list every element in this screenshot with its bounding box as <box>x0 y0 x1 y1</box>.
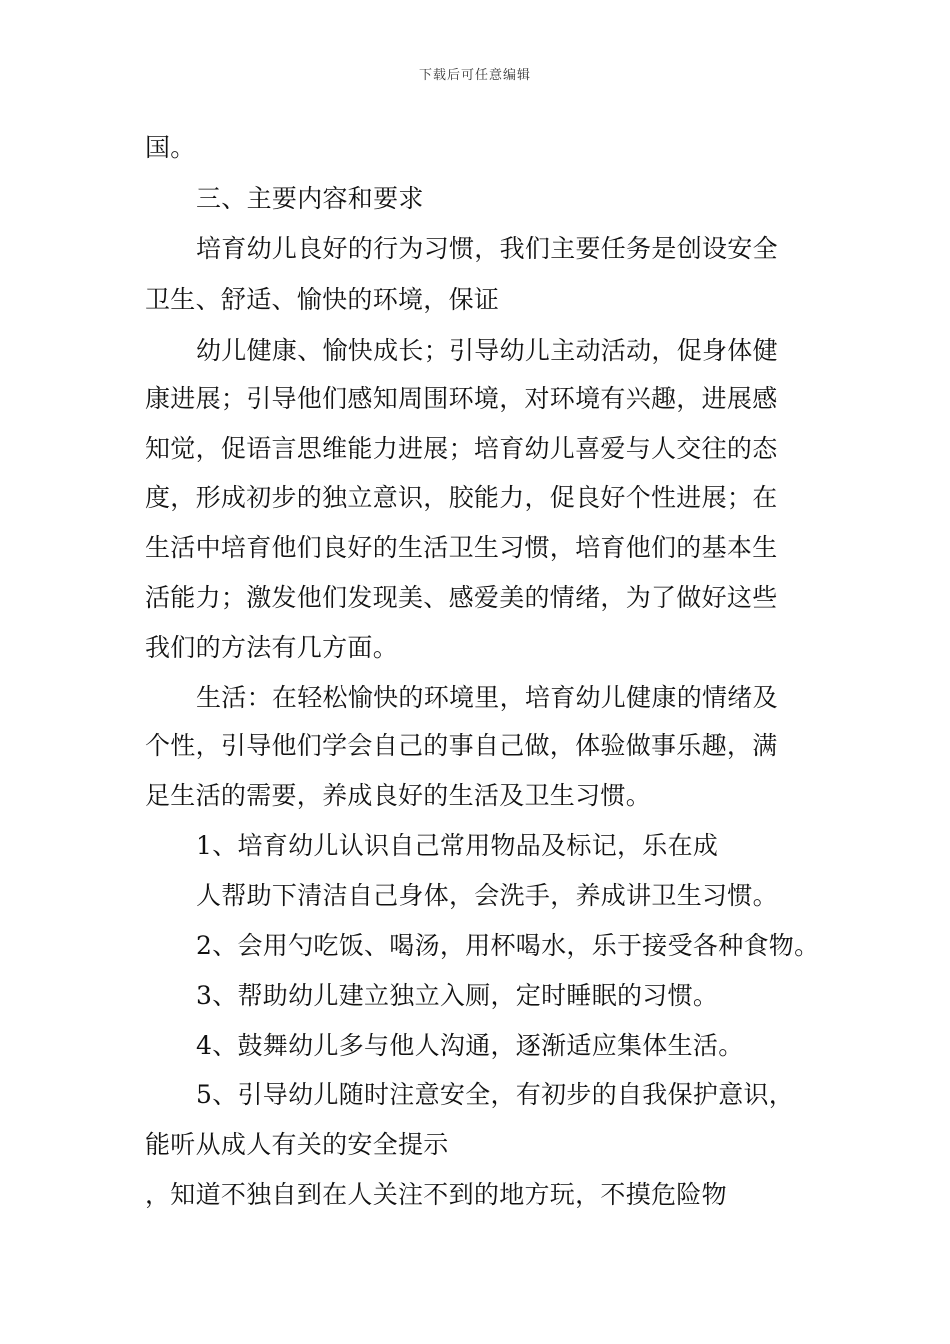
paragraph-line: 培育幼儿良好的行为习惯，我们主要任务是创设安全 <box>196 234 778 263</box>
paragraph-line: ，知道不独自到在人关注不到的地方玩，不摸危险物 <box>145 1180 727 1209</box>
paragraph-line: 人帮助下清洁自己身体，会洗手，养成讲卫生习惯。 <box>196 881 778 910</box>
paragraph-line: 知觉，促语言思维能力进展；培育幼儿喜爱与人交往的态 <box>145 434 778 463</box>
paragraph-line: 卫生、舒适、愉快的环境，保证 <box>145 285 500 314</box>
list-item: 5、引导幼儿随时注意安全，有初步的自我保护意识， <box>196 1080 795 1109</box>
paragraph-line: 幼儿健康、愉快成长；引导幼儿主动活动，促身体健 <box>196 336 778 365</box>
section-heading: 三、主要内容和要求 <box>196 184 424 213</box>
paragraph-line: 国。 <box>145 133 196 162</box>
paragraph-line: 康进展；引导他们感知周围环境，对环境有兴趣，进展感 <box>145 384 778 413</box>
list-item: 3、帮助幼儿建立独立入厕，定时睡眠的习惯。 <box>196 981 719 1010</box>
paragraph-line: 活能力；激发他们发现美、感爱美的情绪，为了做好这些 <box>145 583 778 612</box>
paragraph-line: 我们的方法有几方面。 <box>145 633 399 662</box>
paragraph-line: 度，形成初步的独立意识，胶能力，促良好个性进展；在 <box>145 483 778 512</box>
list-item: 1、培育幼儿认识自己常用物品及标记，乐在成 <box>196 831 719 860</box>
paragraph-line: 足生活的需要，养成良好的生活及卫生习惯。 <box>145 781 652 810</box>
paragraph-line: 个性，引导他们学会自己的事自己做，体验做事乐趣，满 <box>145 731 778 760</box>
paragraph-line: 生活中培育他们良好的生活卫生习惯，培育他们的基本生 <box>145 533 778 562</box>
list-item: 2、会用勺吃饭、喝汤，用杯喝水，乐于接受各种食物。 <box>196 931 820 960</box>
list-item: 4、鼓舞幼儿多与他人沟通，逐渐适应集体生活。 <box>196 1031 744 1060</box>
page-header: 下载后可任意编辑 <box>418 68 531 83</box>
paragraph-line: 生活：在轻松愉快的环境里，培育幼儿健康的情绪及 <box>196 683 778 712</box>
paragraph-line: 能听从成人有关的安全提示 <box>145 1130 449 1159</box>
